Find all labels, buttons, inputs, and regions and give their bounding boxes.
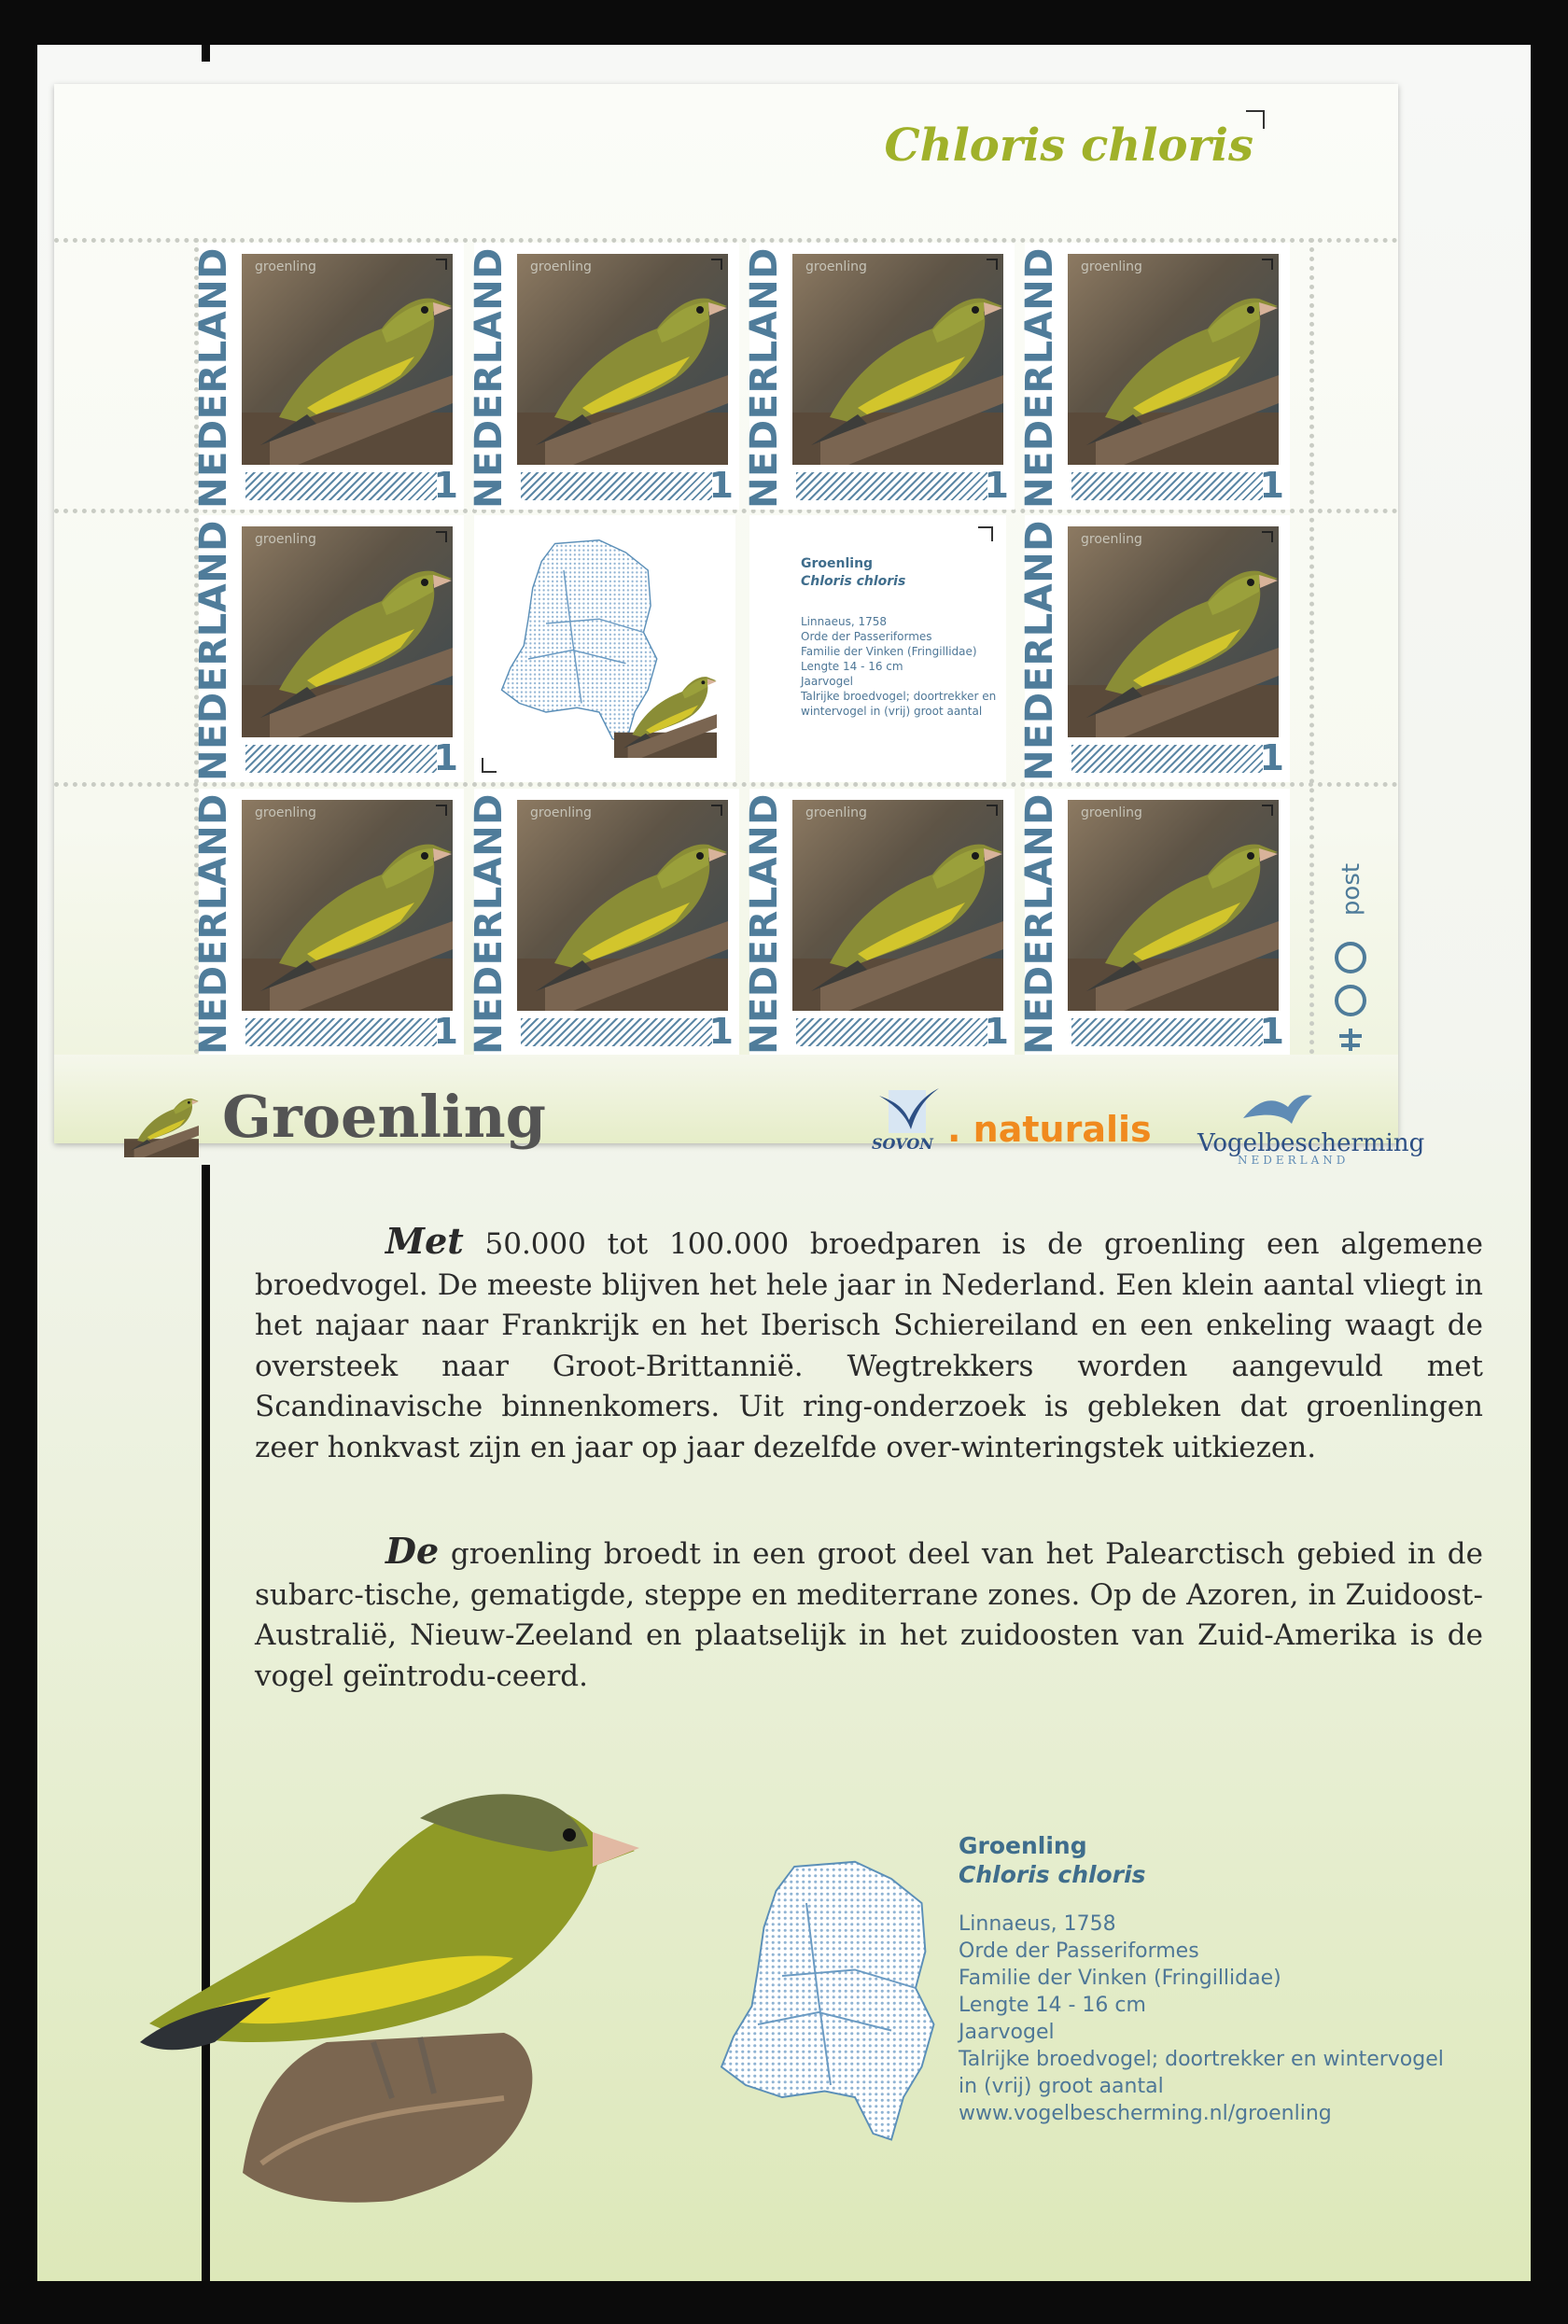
greenfinch-image (242, 254, 453, 465)
info-line: Familie der Vinken (Fringillidae) (801, 645, 977, 658)
paragraph-2-body: groenling broedt in een groot deel van het Palearctisch gebied in de subarc-tische, gematigde, steppe en mediterrane zones. Op de Azoren, in Zuidoost-Australië, Nieuw-Zeeland en plaatselijk in het zuidoosten van Zuid-Amerika is de vogel geïntrodu-ceerd. (255, 1537, 1483, 1693)
info-latin: Chloris chloris (801, 574, 906, 589)
greenfinch-image (101, 1083, 222, 1157)
sovon-logo-icon (875, 1083, 941, 1137)
info-line: Linnaeus, 1758 (959, 1912, 1116, 1936)
perforation-line (54, 782, 1398, 787)
stamp-value: 1 (433, 1011, 458, 1052)
info-line: in (vrij) groot aantal (959, 2075, 1164, 2098)
corner-mark (711, 805, 722, 816)
greenfinch-image (1068, 254, 1279, 465)
stamp-caption: groenling (1081, 532, 1142, 547)
tnt-logo-icon (1328, 935, 1373, 1066)
sovon-logo-text: SOVON (872, 1135, 933, 1153)
stamp (743, 789, 1015, 1056)
netherlands-map-image (709, 1823, 952, 2177)
paragraph-1 (255, 1221, 1483, 1468)
vogelbescherming-subtitle: NEDERLAND (1238, 1154, 1350, 1167)
info-line: Orde der Passeriformes (959, 1939, 1199, 1963)
vogelbescherming-logo-icon (1239, 1090, 1314, 1127)
info-name: Groenling (801, 556, 874, 571)
stamp-stripes (796, 1018, 987, 1046)
info-line: Jaarvogel (801, 675, 853, 688)
stamp-photo (1068, 800, 1279, 1011)
stamp-country: NEDERLAND (743, 793, 787, 1055)
stamp (192, 515, 464, 782)
stamp-caption: groenling (530, 259, 592, 274)
perforation-line (1309, 238, 1314, 1055)
info-latin: Chloris chloris (959, 1861, 1146, 1888)
greenfinch-image (614, 655, 717, 758)
stamp-photo (792, 254, 1003, 465)
stamp-caption: groenling (530, 805, 592, 820)
stamp (192, 789, 464, 1056)
greenfinch-image (1068, 800, 1279, 1011)
stamp-stripes (796, 472, 987, 500)
stamp-photo (242, 254, 453, 465)
paragraph-1-body: 50.000 tot 100.000 broedparen is de groenling een algemene broedvogel. De meeste blijven het hele jaar in Nederland. Een klein aantal vliegt in het najaar naar Frankrijk en het Iberisch Schiereiland en een enkeling waagt de oversteek naar Groot-Brittannië. Wegtrekkers worden aangevuld met Scandinavische binnenkomers. Uit ring-onderzoek is gebleken dat groenlingen zeer honkvast zijn en jaar op jaar dezelfde over-winteringstek uitkiezen. (255, 1227, 1483, 1464)
info-name: Groenling (959, 1832, 1087, 1859)
info-line: Talrijke broedvogel; doortrekker en (801, 690, 997, 703)
info-line: wintervogel in (vrij) groot aantal (801, 705, 983, 718)
stamp (1018, 243, 1290, 510)
info-block (959, 1832, 1481, 2127)
stamp (1018, 789, 1290, 1056)
stamp-photo (517, 800, 728, 1011)
footer-title: Groenling (222, 1083, 547, 1151)
info-lines (801, 614, 1025, 719)
stamp (468, 789, 739, 1056)
stamp-photo (1068, 526, 1279, 737)
stamp (468, 243, 739, 510)
stamp-photo (242, 800, 453, 1011)
info-line: Jaarvogel (959, 2021, 1055, 2044)
map-tab (474, 515, 735, 782)
stamp-country: NEDERLAND (468, 793, 511, 1055)
stamp (1018, 515, 1290, 782)
stamp-photo (242, 526, 453, 737)
naturalis-logo: . naturalis (947, 1109, 1152, 1150)
stamp-stripes (521, 1018, 712, 1046)
stamp-caption: groenling (255, 805, 316, 820)
stamp-photo (1068, 254, 1279, 465)
greenfinch-image (792, 254, 1003, 465)
stamp-value: 1 (1259, 1011, 1284, 1052)
corner-mark (1246, 110, 1265, 129)
spine-top (202, 45, 210, 62)
stamp-country: NEDERLAND (1018, 247, 1062, 509)
greenfinch-image (517, 800, 728, 1011)
corner-mark (1262, 805, 1273, 816)
info-line: Orde der Passeriformes (801, 630, 932, 643)
paragraph-2 (255, 1531, 1483, 1697)
vogelbescherming-logo-text: Vogelbescherming (1197, 1129, 1425, 1157)
stamp-stripes (245, 745, 437, 773)
stamp-country: NEDERLAND (192, 793, 236, 1055)
stamp-value: 1 (708, 465, 734, 506)
corner-mark (711, 259, 722, 270)
stamp-stripes (245, 1018, 437, 1046)
corner-mark (1262, 259, 1273, 270)
stamp-country: NEDERLAND (1018, 520, 1062, 781)
stamp-photo (517, 254, 728, 465)
stamp-value: 1 (1259, 465, 1284, 506)
stamp-caption: groenling (255, 259, 316, 274)
stamp-country: NEDERLAND (743, 247, 787, 509)
corner-mark (1262, 531, 1273, 542)
stamp-stripes (1071, 1018, 1263, 1046)
greenfinch-illustration (112, 1762, 747, 2210)
info-line: Linnaeus, 1758 (801, 615, 887, 628)
info-link[interactable]: www.vogelbescherming.nl/groenling (959, 2102, 1332, 2125)
stamp-caption: groenling (255, 532, 316, 547)
stamp-photo (792, 800, 1003, 1011)
greenfinch-image (242, 526, 453, 737)
post-label: post (1337, 862, 1365, 917)
stamp-stripes (1071, 745, 1263, 773)
info-tab (749, 515, 1006, 782)
stamp-value: 1 (433, 737, 458, 778)
stamp-country: NEDERLAND (192, 520, 236, 781)
stamp-country: NEDERLAND (1018, 793, 1062, 1055)
corner-mark (978, 526, 993, 541)
corner-mark (436, 259, 447, 270)
stamp-caption: groenling (1081, 259, 1142, 274)
stamp-value: 1 (1259, 737, 1284, 778)
stamp-stripes (245, 472, 437, 500)
stamp-value: 1 (433, 465, 458, 506)
stamp-sheet (54, 84, 1425, 1167)
album-page (37, 45, 1531, 2281)
info-line: Lengte 14 - 16 cm (959, 1994, 1146, 2017)
stamp (743, 243, 1015, 510)
stamp-country: NEDERLAND (468, 247, 511, 509)
stamp-value: 1 (984, 465, 1009, 506)
stamp-stripes (521, 472, 712, 500)
stamp-value: 1 (708, 1011, 734, 1052)
paragraph-1-lead: Met (385, 1220, 464, 1262)
info-line: Lengte 14 - 16 cm (801, 660, 903, 673)
stamp (192, 243, 464, 510)
greenfinch-image (792, 800, 1003, 1011)
info-line: Familie der Vinken (Fringillidae) (959, 1967, 1281, 1990)
greenfinch-image (242, 800, 453, 1011)
info-lines (959, 1911, 1481, 2127)
paragraph-2-lead: De (385, 1530, 440, 1572)
corner-mark (436, 805, 447, 816)
stamp-value: 1 (984, 1011, 1009, 1052)
corner-mark (482, 758, 497, 773)
greenfinch-image (1068, 526, 1279, 737)
stamp-stripes (1071, 472, 1263, 500)
corner-mark (436, 531, 447, 542)
corner-mark (987, 259, 998, 270)
naturalis-logo-text: naturalis (973, 1109, 1152, 1150)
stamp-country: NEDERLAND (192, 247, 236, 509)
greenfinch-image (517, 254, 728, 465)
stamp-caption: groenling (805, 259, 867, 274)
corner-mark (987, 805, 998, 816)
sheet-title: Chloris chloris (884, 119, 1253, 172)
info-line: Talrijke broedvogel; doortrekker en wintervogel (959, 2048, 1444, 2071)
stamp-caption: groenling (1081, 805, 1142, 820)
stamp-caption: groenling (805, 805, 867, 820)
